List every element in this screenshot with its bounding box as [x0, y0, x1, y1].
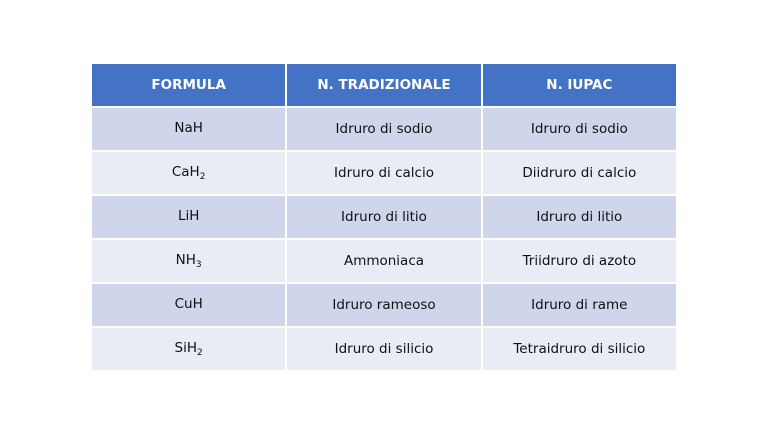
traditional-name-cell: Ammoniaca — [286, 239, 481, 283]
iupac-name-cell: Triidruro di azoto — [482, 239, 677, 283]
table-row — [91, 327, 677, 371]
table-row — [91, 151, 677, 195]
formula-cell — [91, 151, 286, 195]
formula-cell — [91, 107, 286, 151]
traditional-name-cell: Idruro di sodio — [286, 107, 481, 151]
formula-subscript: 2 — [197, 348, 203, 358]
traditional-name-cell: Idruro di litio — [286, 195, 481, 239]
header-iupac-name: N. IUPAC — [482, 63, 677, 107]
hydrides-table — [90, 62, 678, 372]
iupac-name-cell: Idruro di rame — [482, 283, 677, 327]
formula-text: SiH — [174, 340, 198, 356]
formula-cell — [91, 195, 286, 239]
iupac-name-cell: Idruro di sodio — [482, 107, 677, 151]
formula-text: CuH — [174, 296, 203, 312]
formula-cell — [91, 327, 286, 371]
traditional-name-cell: Idruro di calcio — [286, 151, 481, 195]
traditional-name-cell: Idruro di silicio — [286, 327, 481, 371]
iupac-name-cell: Diidruro di calcio — [482, 151, 677, 195]
formula-subscript: 2 — [199, 172, 206, 182]
header-formula: FORMULA — [91, 63, 286, 107]
formula-text: CaH — [171, 164, 200, 180]
formula-text: NH — [175, 252, 196, 268]
table-row — [91, 195, 677, 239]
formula-text: LiH — [177, 208, 200, 224]
formula-text: NaH — [174, 120, 203, 136]
table-row — [91, 107, 677, 151]
header-traditional-name: N. TRADIZIONALE — [286, 63, 481, 107]
formula-cell — [91, 283, 286, 327]
formula-subscript: 3 — [195, 260, 202, 270]
traditional-name-cell: Idruro rameoso — [286, 283, 481, 327]
formula-cell — [91, 239, 286, 283]
table-row — [91, 283, 677, 327]
table-row — [91, 239, 677, 283]
header-row — [91, 63, 677, 107]
iupac-name-cell: Tetraidruro di silicio — [482, 327, 677, 371]
iupac-name-cell: Idruro di litio — [482, 195, 677, 239]
